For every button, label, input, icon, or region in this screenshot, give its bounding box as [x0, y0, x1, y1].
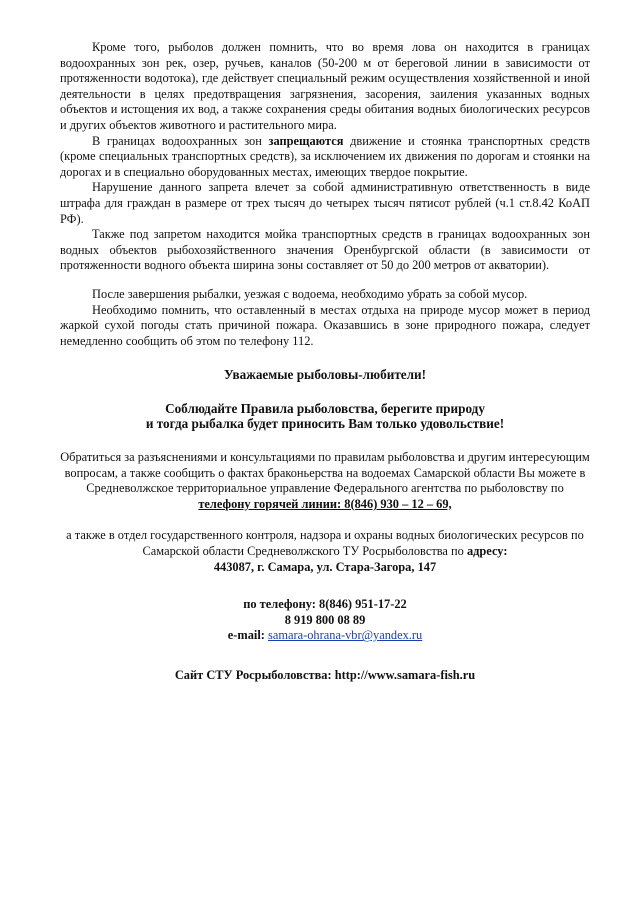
paragraph-text: движение и стоянка транспортных средств (кроме специальных транспортных средств), за исключением их движения по дорогам и стоянки на дорогах и в специально оборудованных местах, имеющих твердое покрытие. — [60, 133, 590, 179]
address-block — [60, 528, 590, 575]
paragraph-garbage: После завершения рыбалки, уезжая с водоема, необходимо убрать за собой мусор. — [92, 286, 528, 301]
slogan — [60, 401, 590, 432]
slogan-line: Соблюдайте Правила рыболовства, берегите природу — [165, 400, 485, 416]
email-line — [60, 628, 590, 644]
paragraph-car-wash-ban: Также под запретом находится мойка транспортных средств в границах водоохранных зон водных объектов рыбохозяйственного значения Оренбургской области (в зависимости от протяженности водного объекта ширина зоны составляет от 50 до 200 метров от акватории). — [60, 227, 590, 273]
greeting-heading: Уважаемые рыболовы-любители! — [223, 367, 427, 383]
slogan-line: и тогда рыбалка будет приносить Вам только удовольствие! — [145, 416, 505, 432]
email-label: e-mail: — [227, 628, 269, 643]
department-description: а также в отдел государственного контроля, надзора и охраны водных биологических ресурсов по Самарской области Средневолжского ТУ Росрыболовства по — [66, 528, 584, 559]
mobile-phone[interactable]: 8 919 800 08 89 — [284, 612, 366, 627]
document-page — [60, 40, 590, 684]
phone-line[interactable]: по телефону: 8(846) 951-17-22 — [243, 597, 407, 612]
department-text — [60, 528, 590, 559]
paragraph-fine: Нарушение данного запрета влечет за собой административную ответственность в виде штрафа для граждан в размере от трех тысяч до четырех тысяч пятисот рублей (ч.1 ст.8.42 КоАП РФ). — [60, 180, 590, 226]
paragraph-fire-warning: Необходимо помнить, что оставленный в местах отдыха на природе мусор может в период жаркой сухой погоды стать причиной пожара. Оказавшись в зоне природного пожара, следует немедленно сообщить об этом по телефону 112. — [60, 302, 590, 348]
prohibited-emphasis: запрещаются — [268, 133, 344, 148]
contact-intro-text: Обратиться за разъяснениями и консультациями по правилам рыболовства и другим интересующим вопросам, а также сообщить о фактах браконьерства на водоемах Самарской области Вы можете в Средневолжское территориальное управление Федерального агентства по рыболовству по — [60, 450, 590, 496]
email-link[interactable]: samara-ohrana-vbr@yandex.ru — [268, 628, 423, 643]
phone-block — [60, 597, 590, 644]
paragraph-text: В границах водоохранных зон — [92, 133, 269, 148]
paragraph-vehicle-prohibition — [60, 134, 590, 181]
website-line[interactable]: Сайт СТУ Росрыболовства: http://www.samara-fish.ru — [174, 668, 476, 682]
address-label: адресу: — [466, 544, 508, 559]
postal-address: 443087, г. Самара, ул. Стара-Загора, 147 — [213, 559, 437, 574]
contact-intro — [60, 450, 590, 512]
hotline-phone[interactable]: телефону горячей линии: 8(846) 930 – 12 – 69, — [198, 496, 452, 511]
paragraph-water-protection-zones: Кроме того, рыболов должен помнить, что во время лова он находится в границах водоохранных зон рек, озер, ручьев, каналов (50-200 м от береговой линии в зависимости от протяженности водотока), где действует специальный режим осуществления хозяйственной и иной деятельности в целях предотвращения загрязнения, засорения, заиления указанных водных объектов и истощения их вод, а также сохранения среды обитания водных биологических ресурсов и других объектов животного и растительного мира. — [60, 40, 590, 132]
